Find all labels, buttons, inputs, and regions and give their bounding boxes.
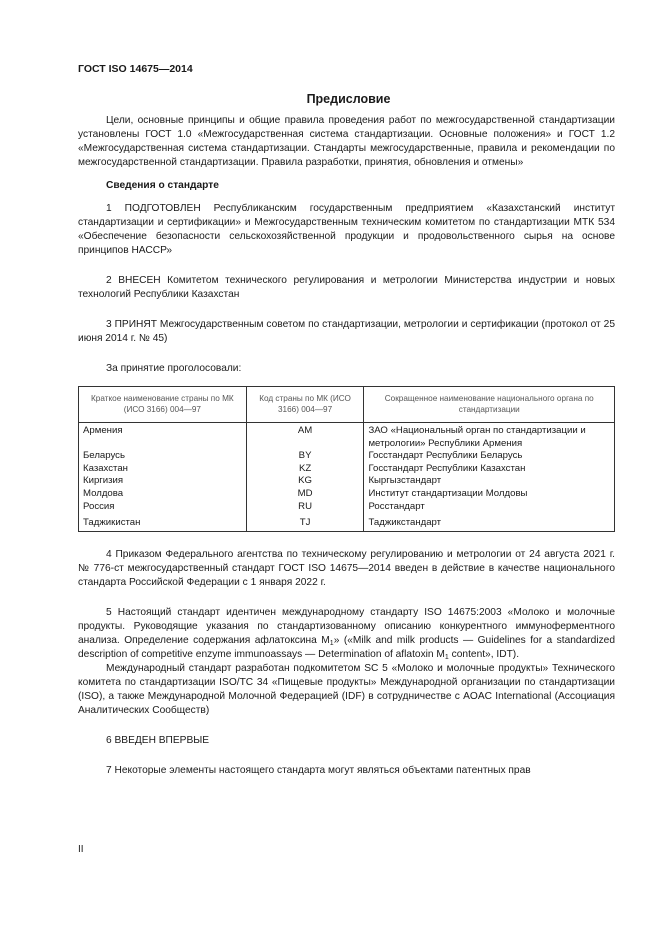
table-cell-country: Россия (79, 501, 247, 514)
table-cell-country: Таджикистан (79, 517, 247, 531)
vote-intro: За принятие проголосовали: (106, 363, 242, 374)
item-5-second-paragraph: Международный стандарт разработан подкомитетом SC 5 «Молоко и молочные продукты» Технического комитета по стандартизации ISO/TC 34 «Пищевые продукты» Международной организации по стандартизации (ISO), а также Международной Молочной Федерацией (IDF) в сотрудничестве с AOAC International (Ассоциация Аналитических Сообществ) (78, 662, 615, 716)
table-row (79, 475, 615, 488)
item-6-paragraph: 6 ВВЕДЕН ВПЕРВЫЕ (106, 734, 210, 746)
table-cell-code: TJ (246, 517, 364, 531)
table-row (79, 517, 615, 531)
item-7-paragraph: 7 Некоторые элементы настоящего стандарта могут являться объектами патентных прав (106, 764, 531, 776)
table-cell-body: Росстандарт (364, 501, 615, 514)
document-body (78, 114, 615, 778)
table-cell-code: RU (246, 501, 364, 514)
page-number: II (78, 844, 84, 855)
table-cell-code: MD (246, 488, 364, 501)
table-cell-body: Госстандарт Республики Беларусь (364, 450, 615, 463)
table-row (79, 423, 615, 451)
table-row (79, 463, 615, 476)
table-cell-country: Казахстан (79, 463, 247, 476)
table-cell-country: Киргизия (79, 475, 247, 488)
table-cell-body: Кыргызстандарт (364, 475, 615, 488)
table-cell-code: AM (246, 423, 364, 451)
table-header-row (79, 387, 615, 423)
item-5-paragraph: 5 Настоящий стандарт идентичен международному стандарту ISO 14675:2003 «Молоко и молочные продукты. Руководящие указания по стандартизованному описанию конкурентного иммуноферментного анализа. Определение содержания афлатоксина $M_1$» («Milk and milk products — Guidelines for a standardized description of competitive enzyme immunoassays — Determination of aflatoxin $M_1$ content», IDT). (78, 606, 616, 661)
table-cell-body: Таджикстандарт (364, 517, 615, 531)
item-4-paragraph: 4 Приказом Федерального агентства по техническому регулированию и метрологии от 24 августа 2021 г. № 776-ст межгосударственный стандарт ГОСТ ISO 14675—2014 введен в действие в качестве национального стандарта Российской Федерации с 1 января 2022 г. (78, 548, 615, 588)
table-cell-body: Госстандарт Республики Казахстан (364, 463, 615, 476)
table-cell-body: ЗАО «Национальный орган по стандартизации и метрологии» Республики Армения (364, 423, 615, 451)
voting-table (78, 386, 615, 532)
table-cell-code: KZ (246, 463, 364, 476)
page-title: Предисловие (306, 92, 391, 106)
table-row (79, 501, 615, 514)
table-cell-code: KG (246, 475, 364, 488)
table-cell-code: BY (246, 450, 364, 463)
document-header: ГОСТ ISO 14675—2014 (78, 63, 193, 75)
table-cell-country: Армения (79, 423, 247, 451)
table-row (79, 450, 615, 463)
table-row (79, 488, 615, 501)
intro-paragraph: Цели, основные принципы и общие правила проведения работ по межгосударственной стандартизации установлены ГОСТ 1.0 «Межгосударственная система стандартизации. Основные положения» и ГОСТ 1.2 «Межгосударственная система стандартизации. Стандарты межгосударственные, правила и рекомендации по межгосударственной стандартизации. Правила разработки, принятия, обновления и отмены» (78, 115, 615, 168)
table-cell-country: Молдова (79, 488, 247, 501)
table-header-country: Краткое наименование страны по МК (ИСО 3166) 004—97 (79, 387, 247, 423)
section-heading: Сведения о стандарте (106, 180, 219, 191)
item-2-paragraph: 2 ВНЕСЕН Комитетом технического регулирования и метрологии Министерства индустрии и новых технологий Республики Казахстан (78, 275, 615, 300)
table-cell-body: Институт стандартизации Молдовы (364, 488, 615, 501)
table-header-body: Сокращенное наименование национального органа по стандартизации (364, 387, 615, 423)
table-header-code: Код страны по МК (ИСО 3166) 004—97 (246, 387, 364, 423)
table-cell-country: Беларусь (79, 450, 247, 463)
item-1-paragraph: 1 ПОДГОТОВЛЕН Республиканским государственным предприятием «Казахстанский институт стандартизации и сертификации» и Межгосударственным техническим комитетом по стандартизации МТК 534 «Обеспечение безопасности сельскохозяйственной продукции и продовольственного сырья на основе принципов НАССР» (78, 203, 615, 256)
item-3-paragraph: 3 ПРИНЯТ Межгосударственным советом по стандартизации, метрологии и сертификации (протокол от 25 июня 2014 г. № 45) (78, 319, 615, 344)
